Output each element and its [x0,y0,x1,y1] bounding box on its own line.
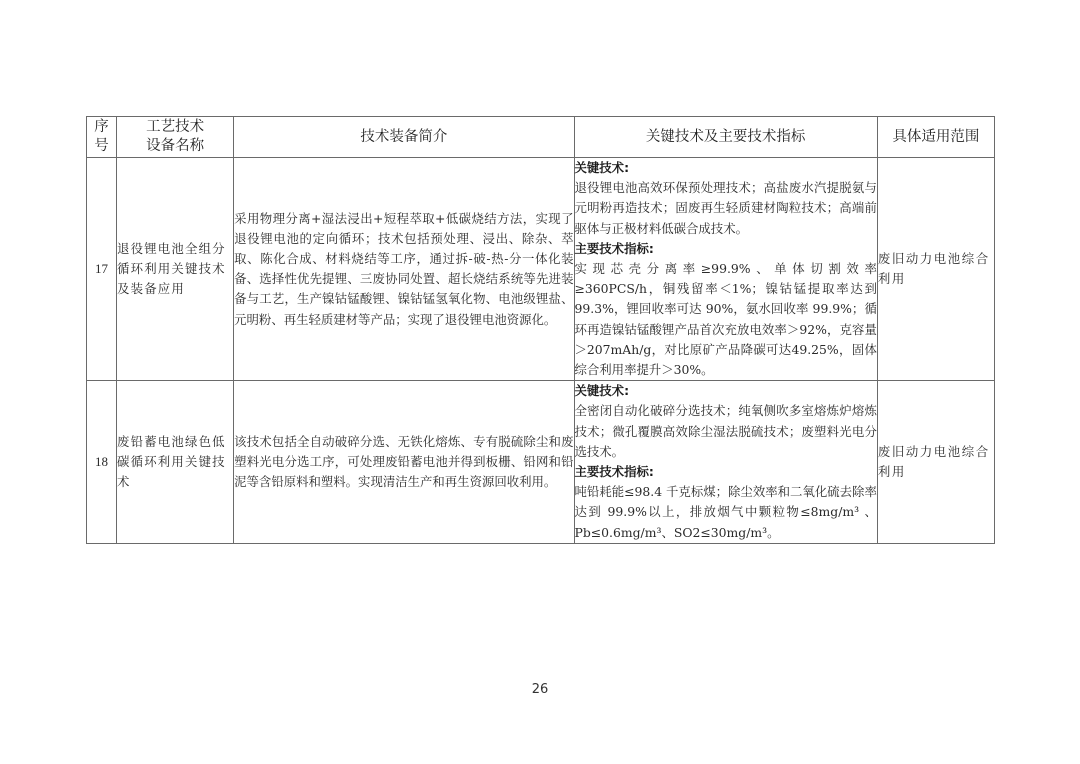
row-intro: 采用物理分离+湿法浸出+短程萃取+低碳烧结方法，实现了退役锂电池的定向循环；技术包括预处理、浸出、除杂、萃取、陈化合成、材料烧结等工序，通过拆-破-热-分一体化装备、选择性优先提锂、三废协同处置、超长烧结系统等先进装备与工艺，生产镍钴锰酸锂、镍钴锰氢氧化物、电池级锂盐、元明粉、再生轻质建材等产品；实现了退役锂电池资源化。 [234,158,574,381]
header-key-tech: 关键技术及主要技术指标 [574,117,877,158]
row-key-tech-cell [574,158,877,381]
row-intro: 该技术包括全自动破碎分选、无铁化熔炼、专有脱硫除尘和废塑料光电分选工序，可处理废铅蓄电池并得到板栅、铅网和铅泥等含铅原料和塑料。实现清洁生产和再生资源回收利用。 [234,381,574,544]
technology-table [86,116,995,544]
page-number: 26 [531,682,549,697]
row-process-name: 退役锂电池全组分循环利用关键技术及装备应用 [117,158,234,381]
header-serial-line1: 序 [94,119,109,135]
header-scope: 具体适用范围 [877,117,994,158]
header-process-name [117,117,234,158]
key-tech-text: 退役锂电池高效环保预处理技术；高盐废水汽提脱氨与元明粉再造技术；固废再生轻质建材陶粒技术；高端前驱体与正极材料低碳合成技术。 [574,180,877,236]
row-process-name: 废铅蓄电池绿色低碳循环利用关键技术 [117,381,234,544]
key-tech-label: 关键技术: [574,383,630,399]
header-intro: 技术装备简介 [234,117,574,158]
row-serial-number: 18 [87,381,117,544]
indicators-label: 主要技术指标: [574,240,654,256]
row-key-tech-cell [574,381,877,544]
row-scope: 废旧动力电池综合利用 [877,158,994,381]
table-header-row [87,117,995,158]
header-serial-number [87,117,117,158]
table-row [87,158,995,381]
key-tech-text: 全密闭自动化破碎分选技术；纯氧侧吹多室熔炼炉熔炼技术；微孔覆膜高效除尘湿法脱硫技术；废塑料光电分选技术。 [574,403,877,459]
key-tech-label: 关键技术: [574,160,630,175]
header-process-line2: 设备名称 [146,138,205,154]
row-scope: 废旧动力电池综合利用 [877,381,994,544]
indicators-text: 实现芯壳分离率≥99.9%、单体切割效率≥360PCS/h，铜残留率＜1%；镍钴锰提取率达到99.3%，锂回收率可达 90%，氨水回收率 99.9%；循环再造镍钴锰酸锂产品首次充放电效率＞92%，克容量＞207mAh/g，对比原矿产品降碳可达49.25%，固体综合利用率提升＞30%。 [574,261,877,378]
table-row [87,381,995,544]
indicators-text: 吨铅耗能≤98.4 千克标煤；除尘效率和二氧化硫去除率达到 99.9%以上，排放烟气中颗粒物≤8mg/m³ 、Pb≤0.6mg/m³、SO2≤30mg/m³。 [574,484,877,540]
indicators-label: 主要技术指标: [574,464,654,480]
row-serial-number: 17 [87,158,117,381]
header-process-line1: 工艺技术 [146,119,205,135]
header-serial-line2: 号 [94,138,109,154]
